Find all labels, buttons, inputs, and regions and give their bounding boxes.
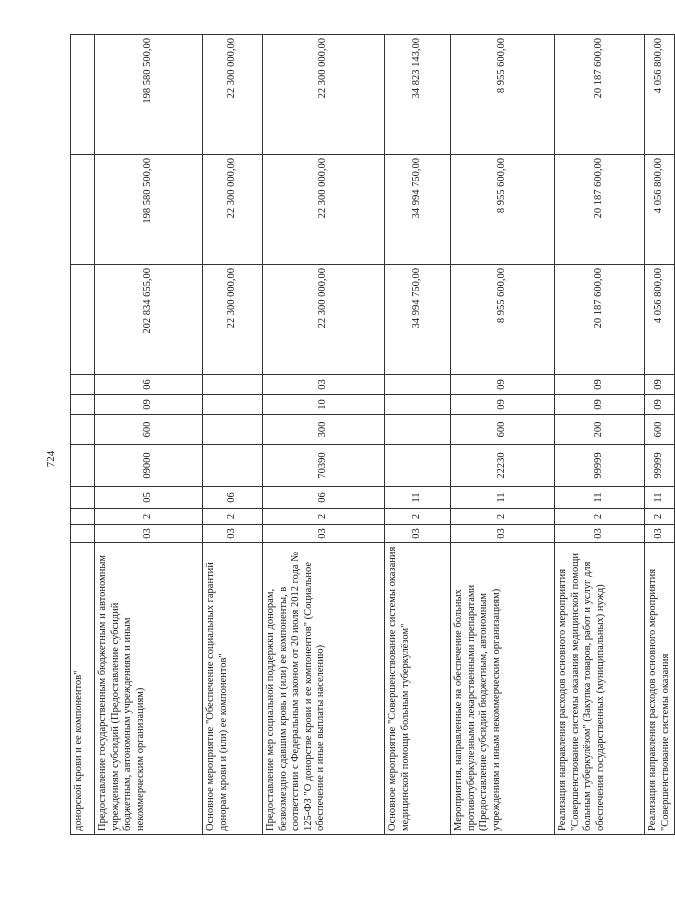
amount-cell: 22 300 000,00 xyxy=(263,265,385,375)
code-cell: 2 xyxy=(203,509,263,525)
amount-cell: 8 955 600,00 xyxy=(451,155,555,265)
table-row xyxy=(71,35,95,835)
code-cell xyxy=(203,375,263,395)
table-row xyxy=(385,35,451,835)
code-cell: 99999 xyxy=(645,445,675,487)
amount-cell xyxy=(71,265,95,375)
code-cell: 03 xyxy=(385,525,451,543)
code-cell xyxy=(385,415,451,445)
code-cell xyxy=(203,395,263,415)
code-cell: 10 xyxy=(263,395,385,415)
row-name-cell: Основное мероприятие "Совершенствование системы оказания медицинской помощи больным туберкулёзом" xyxy=(385,543,451,835)
row-name-cell: Мероприятия, направленные на обеспечение больных противотуберкулезными лекарственными препаратами (Предоставление субсидий бюджетным, автономным учреждениям и иным некоммерческим организациям) xyxy=(451,543,555,835)
code-cell: 03 xyxy=(203,525,263,543)
code-cell: 11 xyxy=(451,487,555,509)
code-cell: 300 xyxy=(263,415,385,445)
code-cell: 11 xyxy=(385,487,451,509)
amount-cell: 20 187 600,00 xyxy=(555,35,645,155)
code-cell xyxy=(71,509,95,525)
table-row xyxy=(555,35,645,835)
code-cell: 06 xyxy=(203,487,263,509)
code-cell: 06 xyxy=(263,487,385,509)
table-row xyxy=(263,35,385,835)
code-cell: 03 xyxy=(95,525,203,543)
amount-cell: 34 994 750,00 xyxy=(385,155,451,265)
code-cell: 09 xyxy=(555,395,645,415)
code-cell: 03 xyxy=(263,525,385,543)
code-cell xyxy=(385,375,451,395)
code-cell: 2 xyxy=(451,509,555,525)
code-cell: 11 xyxy=(555,487,645,509)
code-cell: 22230 xyxy=(451,445,555,487)
code-cell: 06 xyxy=(95,375,203,395)
table-row xyxy=(451,35,555,835)
amount-cell: 22 300 000,00 xyxy=(203,35,263,155)
rotated-content xyxy=(70,35,671,835)
amount-cell: 202 834 655,00 xyxy=(95,265,203,375)
code-cell: 03 xyxy=(263,375,385,395)
row-name-cell: Реализация направления расходов основного мероприятия "Совершенствование системы оказания xyxy=(645,543,675,835)
row-name-cell: донорской крови и ее компонентов" xyxy=(71,543,95,835)
amount-cell xyxy=(71,155,95,265)
code-cell: 2 xyxy=(263,509,385,525)
code-cell xyxy=(71,525,95,543)
code-cell: 99999 xyxy=(555,445,645,487)
amount-cell: 20 187 600,00 xyxy=(555,265,645,375)
code-cell: 2 xyxy=(555,509,645,525)
amount-cell: 22 300 000,00 xyxy=(263,35,385,155)
code-cell: 03 xyxy=(555,525,645,543)
amount-cell: 4 056 800,00 xyxy=(645,35,675,155)
amount-cell: 22 300 000,00 xyxy=(203,265,263,375)
code-cell: 09 xyxy=(555,375,645,395)
row-name-cell: Реализация направления расходов основного мероприятия "Совершенствование системы оказания медицинской помощи больным туберкулёзом" (Закупка товаров, работ и услуг для обеспечения государственных (муниципальных) нужд) xyxy=(555,543,645,835)
amount-cell: 198 580 500,00 xyxy=(95,155,203,265)
amount-cell xyxy=(71,35,95,155)
table-row xyxy=(95,35,203,835)
amount-cell: 22 300 000,00 xyxy=(263,155,385,265)
row-name-cell: Предоставление государственным бюджетным и автономным учреждениям субсидий (Предоставление субсидий бюджетным, автономным учреждениям и иным некоммерческим организациям) xyxy=(95,543,203,835)
code-cell xyxy=(71,487,95,509)
code-cell xyxy=(203,445,263,487)
code-cell: 09000 xyxy=(95,445,203,487)
amount-cell: 4 056 800,00 xyxy=(645,265,675,375)
row-name-cell: Основное мероприятие "Обеспечение социальных гарантий донорам крови и (или) ее компонентов" xyxy=(203,543,263,835)
code-cell xyxy=(71,445,95,487)
code-cell xyxy=(71,375,95,395)
code-cell: 05 xyxy=(95,487,203,509)
code-cell: 03 xyxy=(645,525,675,543)
code-cell: 600 xyxy=(451,415,555,445)
code-cell: 03 xyxy=(451,525,555,543)
code-cell: 600 xyxy=(645,415,675,445)
code-cell: 200 xyxy=(555,415,645,445)
page-number: 724 xyxy=(45,450,57,468)
code-cell: 2 xyxy=(385,509,451,525)
code-cell: 09 xyxy=(95,395,203,415)
code-cell xyxy=(203,415,263,445)
amount-cell: 34 994 750,00 xyxy=(385,265,451,375)
code-cell: 11 xyxy=(645,487,675,509)
amount-cell: 4 056 800,00 xyxy=(645,155,675,265)
code-cell: 09 xyxy=(645,375,675,395)
amount-cell: 34 823 143,00 xyxy=(385,35,451,155)
code-cell: 09 xyxy=(451,395,555,415)
code-cell xyxy=(71,395,95,415)
code-cell xyxy=(71,415,95,445)
code-cell xyxy=(385,395,451,415)
code-cell: 70390 xyxy=(263,445,385,487)
code-cell: 2 xyxy=(95,509,203,525)
code-cell: 09 xyxy=(451,375,555,395)
amount-cell: 22 300 000,00 xyxy=(203,155,263,265)
table-row xyxy=(203,35,263,835)
code-cell: 2 xyxy=(645,509,675,525)
budget-table xyxy=(70,34,675,835)
amount-cell: 8 955 600,00 xyxy=(451,265,555,375)
table-row xyxy=(645,35,675,835)
amount-cell: 8 955 600,00 xyxy=(451,35,555,155)
amount-cell: 20 187 600,00 xyxy=(555,155,645,265)
amount-cell: 198 580 500,00 xyxy=(95,35,203,155)
code-cell xyxy=(385,445,451,487)
code-cell: 600 xyxy=(95,415,203,445)
code-cell: 09 xyxy=(645,395,675,415)
row-name-cell: Предоставление мер социальной поддержки донорам, безвозмездно сдавшим кровь и (или) ее компоненты, в соответствии с Федеральным законом от 20 июля 2012 года № 125-ФЗ "О донорстве крови и ее компонентов" (Социальное обеспечение и иные выплаты населению) xyxy=(263,543,385,835)
